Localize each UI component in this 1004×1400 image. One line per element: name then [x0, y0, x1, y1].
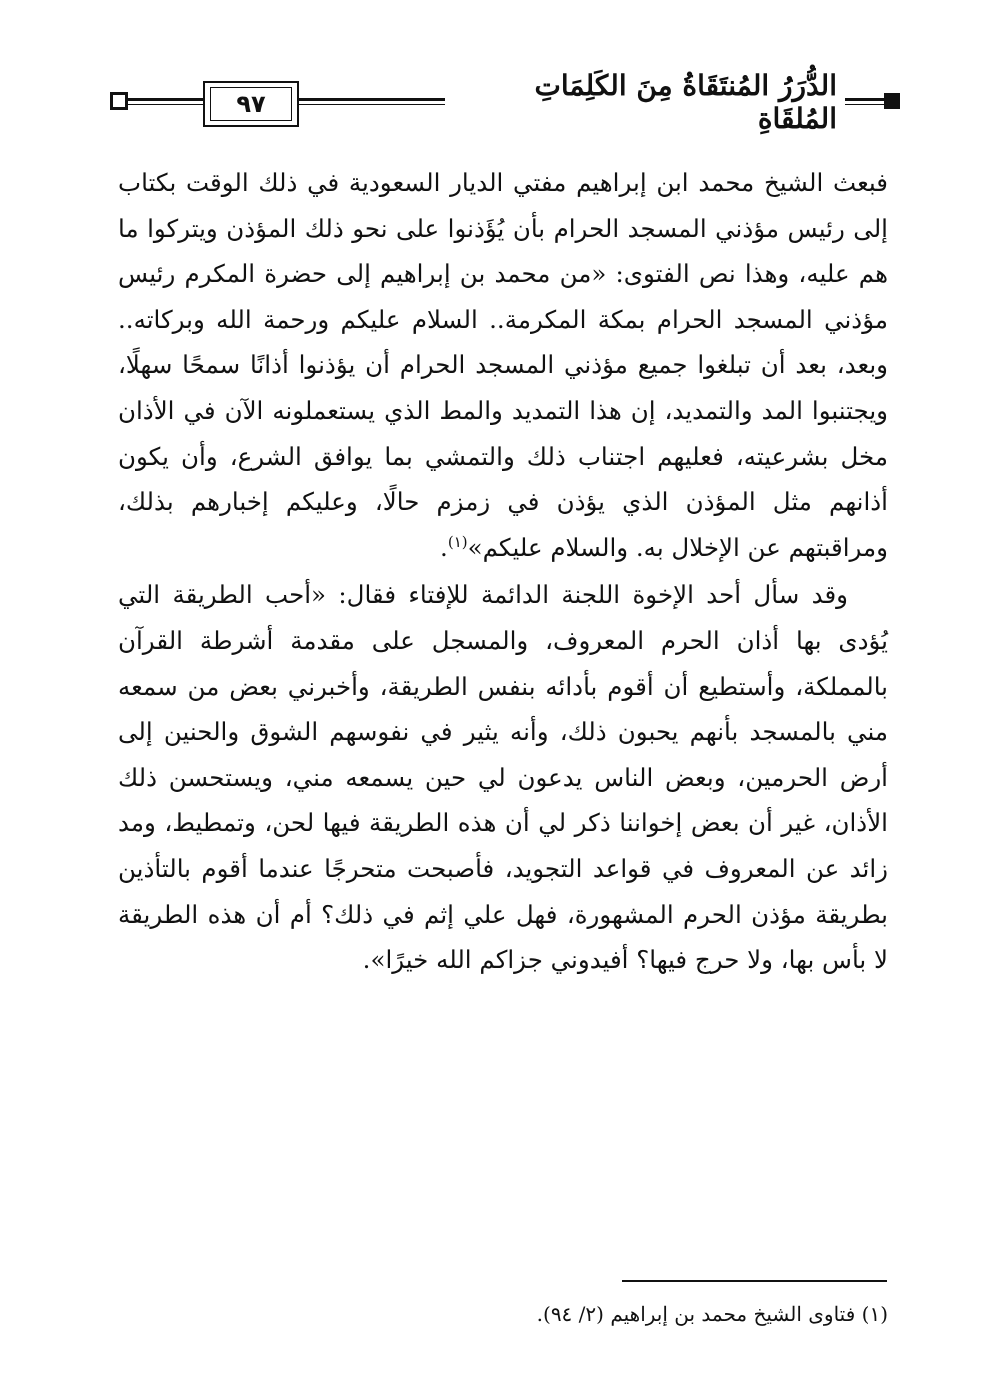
header-end-square-right	[884, 93, 900, 109]
page-header	[110, 69, 900, 135]
paragraph-text: فبعث الشيخ محمد ابن إبراهيم مفتي الديار السعودية في ذلك الوقت بكتاب إلى رئيس مؤذني المسجد الحرام بأن يُؤَذنوا على نحو ذلك المؤذن ويتركوا ما هم عليه، وهذا نص الفتوى: «من محمد بن إبراهيم إلى حضرة المكرم رئيس مؤذني المسجد الحرام بمكة المكرمة.. السلام عليكم ورحمة الله وبركاته.. وبعد، بعد أن تبلغوا جميع مؤذني المسجد الحرام أن يؤذنوا أذانًا سمحًا سهلًا، ويجتنبوا المد والتمديد، إن هذا التمديد والمط الذي يستعملونه الآن في الأذان مخل بشرعيته، فعليهم اجتناب ذلك والتمشي بما يوافق الشرع، وأن يكون أذانهم مثل المؤذن الذي يؤذن في زمزم حالًا، وعليكم إخبارهم بذلك، ومراقبتهم عن الإخلال به. والسلام عليكم»	[118, 168, 888, 562]
footnote-separator	[622, 1280, 887, 1282]
paragraph-end-mark: .	[440, 532, 448, 562]
footnote-reference: (١)	[447, 532, 468, 551]
page-number-box	[203, 81, 299, 127]
main-text	[118, 160, 888, 983]
header-end-square-left	[110, 92, 128, 110]
page-number: ٩٧	[210, 87, 292, 121]
paragraph	[118, 160, 888, 570]
book-title: الدُّرَرُ المُنتَقَاةُ مِنَ الكَلِمَاتِ المُلقَاةِ	[445, 80, 845, 124]
footnote: (١) فتاوى الشيخ محمد بن إبراهيم (٢/ ٩٤).	[536, 1302, 888, 1326]
paragraph: وقد سأل أحد الإخوة اللجنة الدائمة للإفتاء فقال: «أحب الطريقة التي يُؤدى بها أذان الحرم المعروف، والمسجل على مقدمة أشرطة القرآن بالمملكة، وأستطيع أن أقوم بأدائه بنفس الطريقة، وأخبرني بعض من سمعه مني بالمسجد بأنهم يحبون ذلك، وأنه يثير في نفوسهم الشوق والحنين إلى أرض الحرمين، وبعض الناس يدعون لي حين يسمعه مني، ويستحسن ذلك الأذان، غير أن بعض إخواننا ذكر لي أن هذه الطريقة فيها لحن، وتمطيط، ومد زائد عن المعروف في قواعد التجويد، فأصبحت متحرجًا عندما أقوم بالتأذين بطريقة مؤذن الحرم المشهورة، فهل علي إثم في ذلك؟ أم أن هذه الطريقة لا بأس بها، ولا حرج فيها؟ أفيدوني جزاكم الله خيرًا».	[118, 580, 888, 975]
